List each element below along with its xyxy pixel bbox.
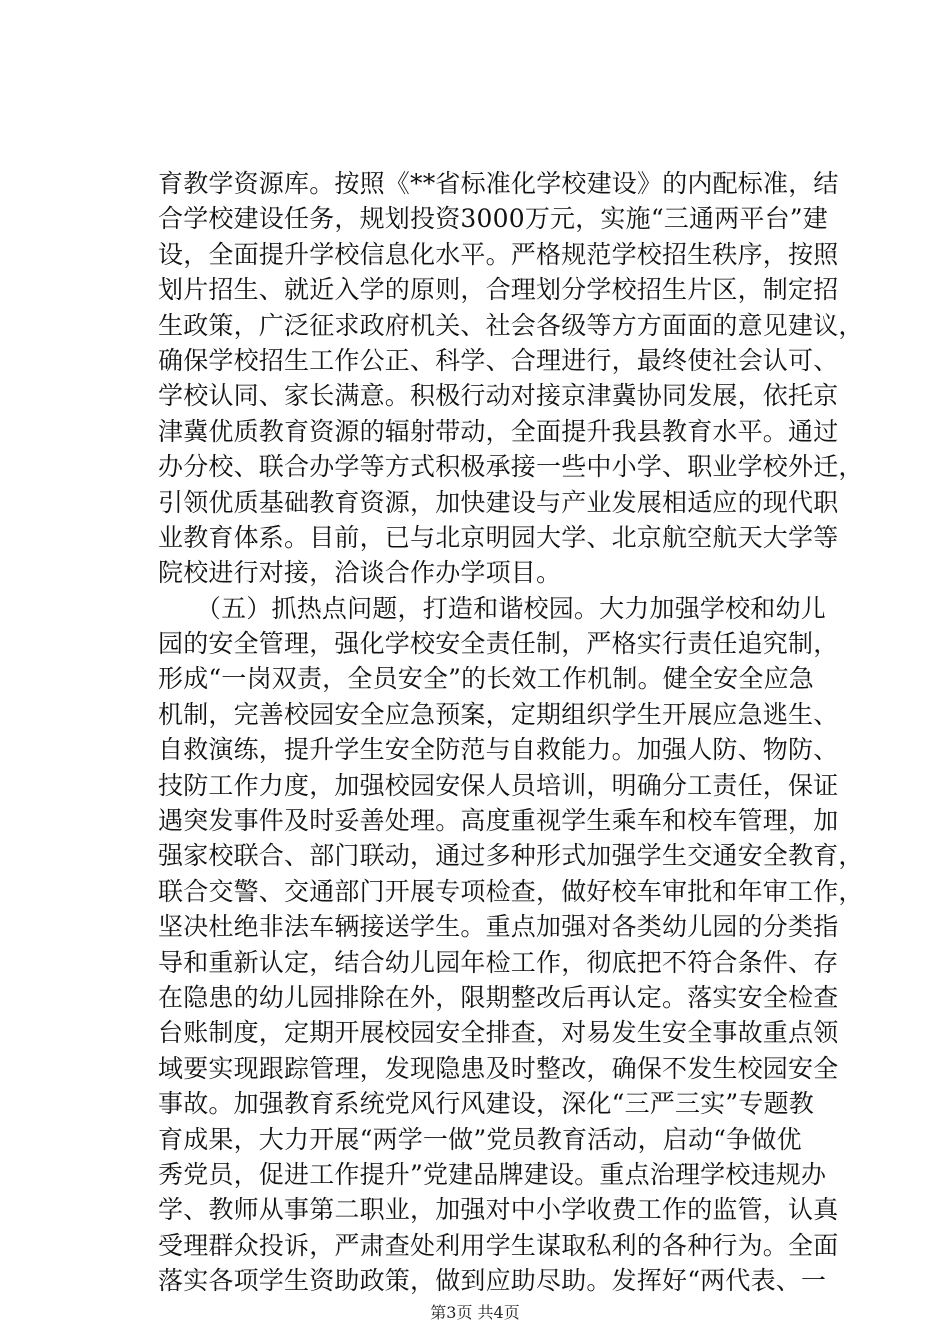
text-line: 育成果，大力开展“两学一做”党员教育活动，启动“争做优	[158, 1124, 802, 1154]
text-line: 遇突发事件及时妥善处理。高度重视学生乘车和校车管理，加	[158, 806, 839, 836]
text-line: 划片招生、就近入学的原则，合理划分学校招生片区，制定招	[158, 275, 839, 305]
text-line: 域要实现跟踪管理，发现隐患及时整改，确保不发生校园安全	[158, 1053, 839, 1083]
text-line: 院校进行对接，洽谈合作办学项目。	[158, 558, 562, 588]
text-line: 学校认同、家长满意。积极行动对接京津冀协同发展，依托京	[158, 381, 839, 411]
text-line: 强家校联合、部门联动，通过多种形式加强学生交通安全教育，	[158, 841, 864, 871]
text-line: 津冀优质教育资源的辐射带动，全面提升我县教育水平。通过	[158, 416, 839, 446]
text-line: 学、教师从事第二职业，加强对中小学收费工作的监管，认真	[158, 1195, 839, 1225]
text-line: 受理群众投诉，严肃查处利用学生谋取私利的各种行为。全面	[158, 1230, 839, 1260]
text-line: 形成“一岗双责，全员安全”的长效工作机制。健全安全应急	[158, 664, 814, 694]
page-footer: 第3页 共4页	[430, 1303, 520, 1322]
text-line: 技防工作力度，加强校园安保人员培训，明确分工责任，保证	[158, 770, 839, 800]
text-line: 育教学资源库。按照《**省标准化学校建设》的内配标准，结	[158, 169, 839, 198]
text-line: 园的安全管理，强化学校安全责任制，严格实行责任追究制，	[158, 629, 839, 659]
text-line: 导和重新认定，结合幼儿园年检工作，彻底把不符合条件、存	[158, 947, 839, 977]
body-text	[158, 166, 864, 1299]
text-line: 联合交警、交通部门开展专项检查，做好校车审批和年审工作，	[158, 876, 864, 906]
text-line: 引领优质基础教育资源，加快建设与产业发展相适应的现代职	[158, 487, 839, 517]
text-line: 办分校、联合办学等方式积极承接一些中小学、职业学校外迁，	[158, 452, 864, 482]
text-line: 确保学校招生工作公正、科学、合理进行，最终使社会认可、	[158, 345, 839, 375]
text-line: 自救演练，提升学生安全防范与自救能力。加强人防、物防、	[158, 735, 839, 765]
text-line: 合学校建设任务，规划投资3000万元，实施“三通两平台”建	[158, 204, 828, 234]
text-line: 坚决杜绝非法车辆接送学生。重点加强对各类幼儿园的分类指	[158, 912, 839, 942]
text-line: 在隐患的幼儿园排除在外，限期整改后再认定。落实安全检查	[158, 982, 839, 1012]
text-line: 业教育体系。目前，已与北京明园大学、北京航空航天大学等	[158, 522, 839, 552]
text-line: 事故。加强教育系统党风行风建设，深化“三严三实”专题教	[158, 1089, 814, 1119]
text-line: 设，全面提升学校信息化水平。严格规范学校招生秩序，按照	[158, 239, 839, 269]
text-line: 机制，完善校园安全应急预案，定期组织学生开展应急逃生、	[158, 699, 839, 729]
text-line: 台账制度，定期开展校园安全排查，对易发生安全事故重点领	[158, 1018, 839, 1048]
text-line: 落实各项学生资助政策，做到应助尽助。发挥好“两代表、一	[158, 1266, 827, 1296]
text-line: 生政策，广泛征求政府机关、社会各级等方方面面的意见建议，	[158, 310, 864, 340]
text-line: 秀党员，促进工作提升”党建品牌建设。重点治理学校违规办	[158, 1159, 827, 1189]
paragraph-start-line: （五）抓热点问题，打造和谐校园。大力加强学校和幼儿	[158, 593, 826, 623]
